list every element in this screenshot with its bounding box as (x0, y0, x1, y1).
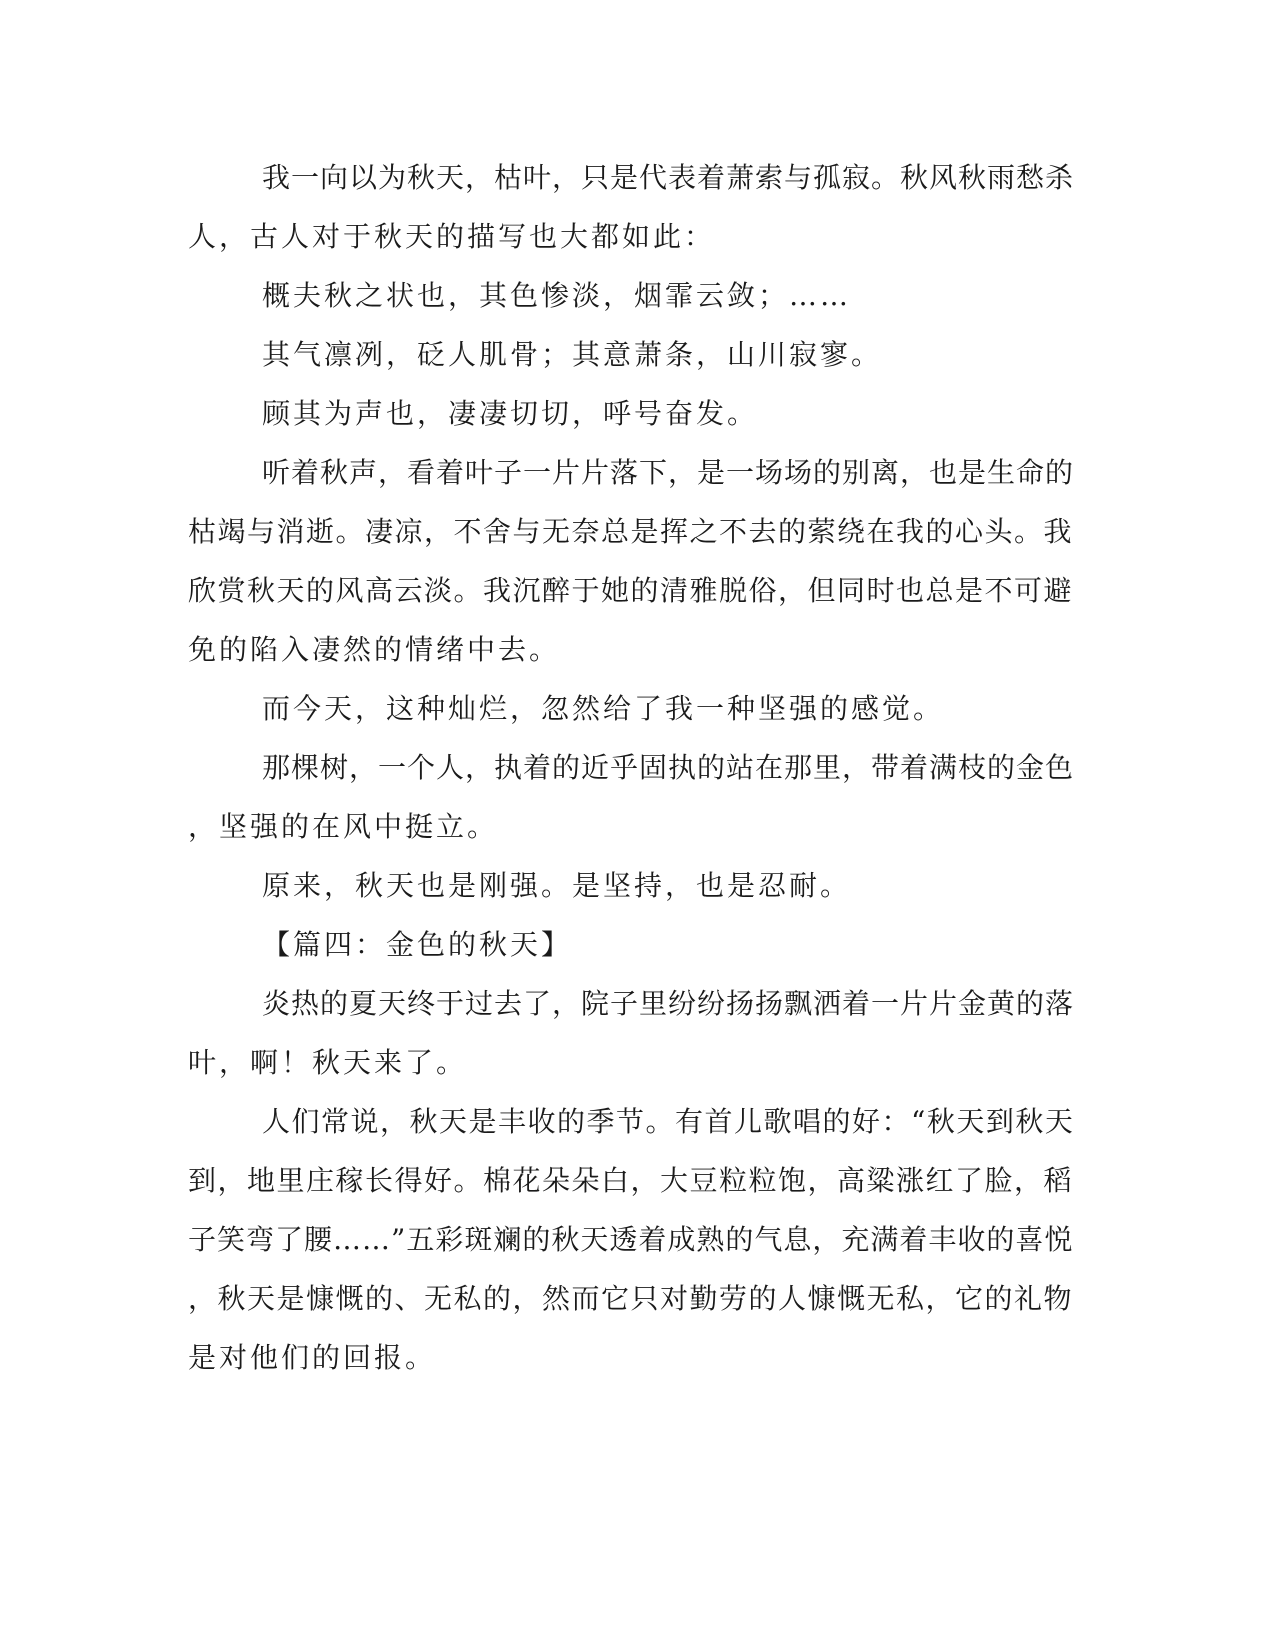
text-line: 是对他们的回报。 (188, 1341, 437, 1374)
text-line: 顾其为声也，凄凄切切，呼号奋发。 (262, 397, 759, 430)
text-line: 子笑弯了腰……”五彩斑斓的秋天透着成熟的气息，充满着丰收的喜悦 (188, 1223, 1074, 1256)
text-line: 人们常说，秋天是丰收的季节。有首儿歌唱的好：“秋天到秋天 (262, 1105, 1075, 1138)
text-line: 欣赏秋天的风高云淡。我沉醉于她的清雅脱俗，但同时也总是不可避 (188, 574, 1074, 607)
text-line: 而今天，这种灿烂，忽然给了我一种坚强的感觉。 (262, 692, 945, 725)
text-line: 原来，秋天也是刚强。是坚持，也是忍耐。 (262, 869, 852, 902)
text-line: 枯竭与消逝。凄凉，不舍与无奈总是挥之不去的萦绕在我的心头。我 (188, 515, 1074, 548)
text-line: 免的陷入凄然的情绪中去。 (188, 633, 561, 666)
text-line: 其气凛冽，砭人肌骨；其意萧条，山川寂寥。 (262, 338, 883, 371)
text-line: ，秋天是慷慨的、无私的，然而它只对勤劳的人慷慨无私，它的礼物 (188, 1282, 1074, 1315)
text-line: 我一向以为秋天，枯叶，只是代表着萧索与孤寂。秋风秋雨愁杀 (262, 161, 1075, 194)
text-line: 那棵树，一个人，执着的近乎固执的站在那里，带着满枝的金色 (262, 751, 1075, 784)
text-line: 炎热的夏天终于过去了，院子里纷纷扬扬飘洒着一片片金黄的落 (262, 987, 1075, 1020)
text-line: 概夫秋之状也，其色惨淡，烟霏云敛；…… (262, 279, 852, 312)
text-line: 人，古人对于秋天的描写也大都如此： (188, 220, 716, 253)
section-heading: 【篇四：金色的秋天】 (262, 928, 573, 961)
text-line: 叶，啊！秋天来了。 (188, 1046, 468, 1079)
text-line: ，坚强的在风中挺立。 (188, 810, 499, 843)
text-line: 听着秋声，看着叶子一片片落下，是一场场的别离，也是生命的 (262, 456, 1075, 489)
text-line: 到，地里庄稼长得好。棉花朵朵白，大豆粒粒饱，高粱涨红了脸，稻 (188, 1164, 1074, 1197)
